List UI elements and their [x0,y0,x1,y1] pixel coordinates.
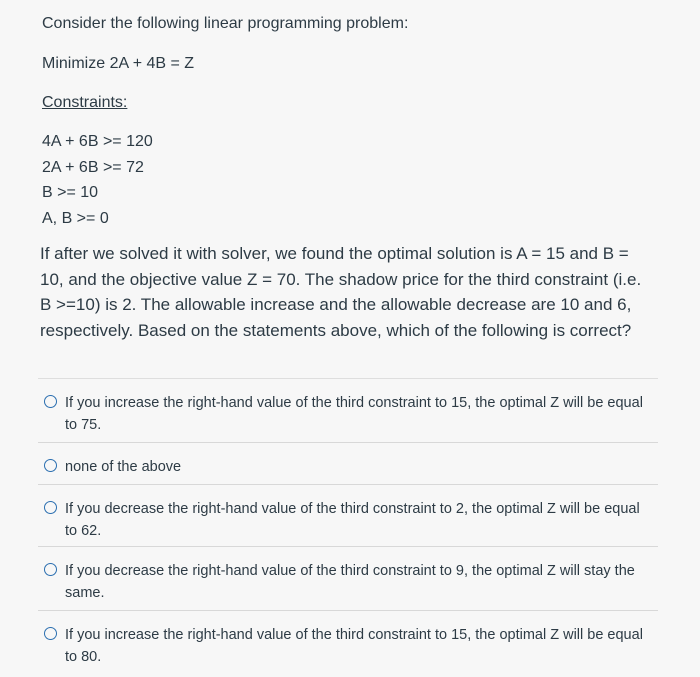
answer-label: none of the above [65,459,182,475]
constraint-item: B >= 10 [42,184,99,201]
objective-function: Minimize 2A + 4B = Z [42,55,195,72]
constraints-heading: Constraints: [42,94,128,111]
constraint-item: 2A + 6B >= 72 [42,158,144,176]
answer-option[interactable] [38,442,658,484]
answer-option[interactable] [38,610,658,674]
question-scenario: If after we solved it with solver, we found the optimal solution is A = 15 and B = 10, and the objective value Z = 70. The shadow price for the third constraint (i.e. B >=10) is 2. The allowable increase and the allowable decrease are 10 and 6, respectively. Based on the statements above, which of the following is correct? [40,244,642,340]
radio-button[interactable] [44,395,57,408]
answer-label: If you decrease the right-hand value of the third constraint to 2, the optimal Z will be equal to 62. [65,501,640,539]
answer-option[interactable] [38,378,658,442]
answer-option[interactable] [38,546,658,610]
answer-option[interactable] [38,484,658,546]
constraint-item: A, B >= 0 [42,209,109,227]
answer-list [38,378,658,674]
radio-button[interactable] [44,563,57,576]
answer-label: If you increase the right-hand value of the third constraint to 15, the optimal Z will be equal to 75. [65,395,643,433]
answer-label: If you decrease the right-hand value of the third constraint to 9, the optimal Z will stay the same. [65,563,635,601]
question-intro: Consider the following linear programming problem: [42,15,409,32]
constraints-list [42,129,153,231]
radio-button[interactable] [44,501,57,514]
constraint-item: 4A + 6B >= 120 [42,133,153,150]
radio-button[interactable] [44,627,57,640]
answer-label: If you increase the right-hand value of the third constraint to 15, the optimal Z will be equal to 80. [65,627,643,665]
radio-button[interactable] [44,459,57,472]
